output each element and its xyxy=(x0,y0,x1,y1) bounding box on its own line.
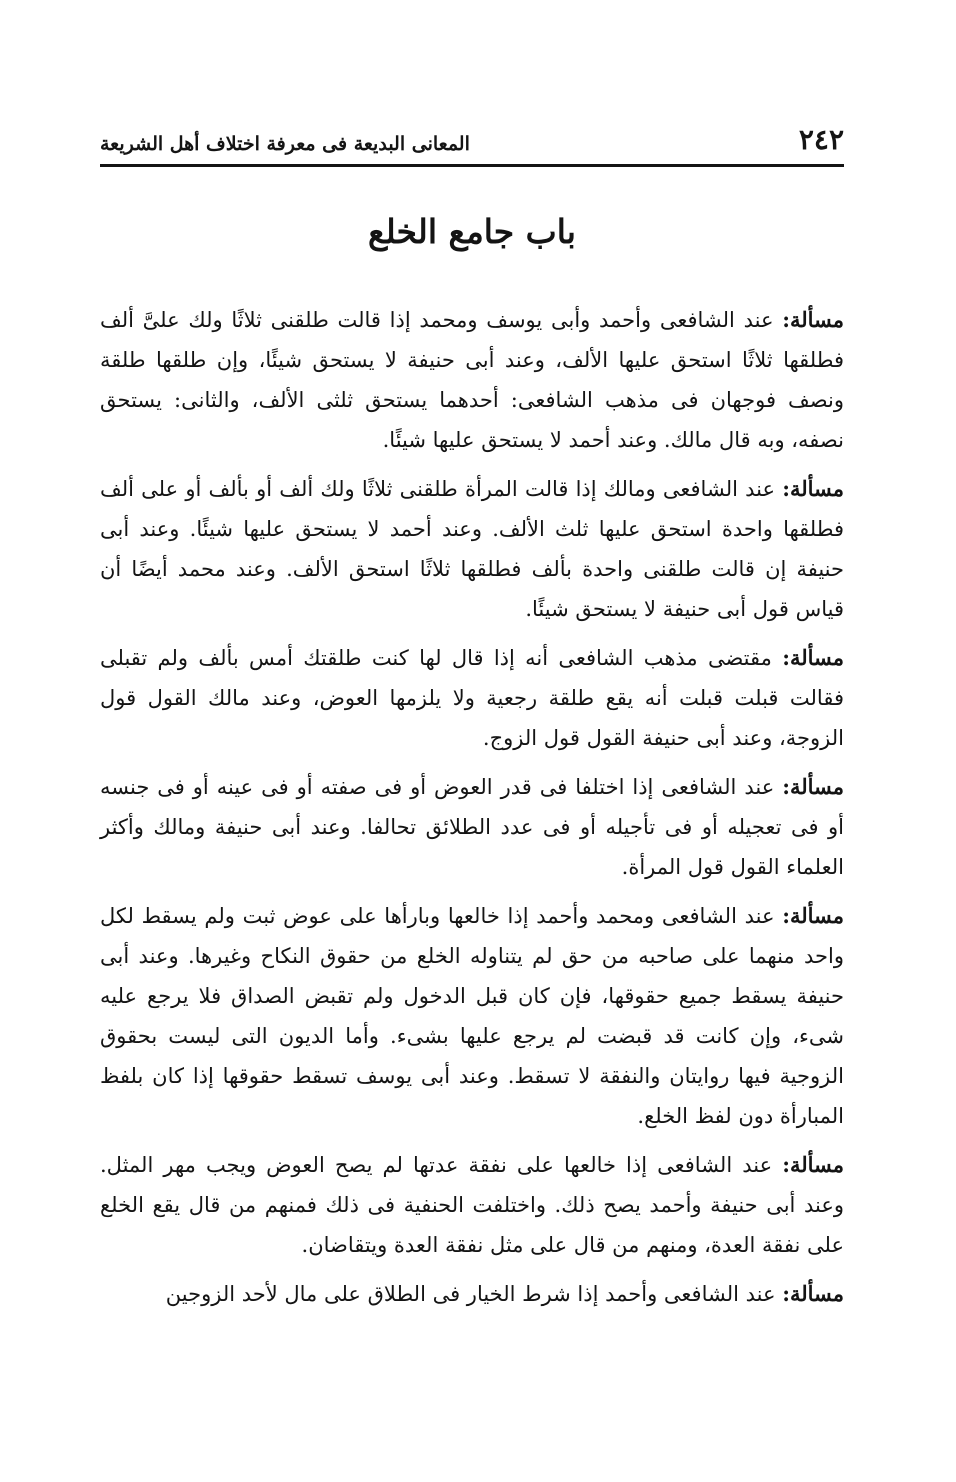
masala-text: عند الشافعى وأحمد وأبى يوسف ومحمد إذا قالت طلقنى ثلاثًا ولك علىَّ ألف فطلقها ثلاثًا استحق عليها الألف، وعند أبى حنيفة لا يستحق شيئًا، وإن طلقها طلقة ونصف فوجهان فى مذهب الشافعى: أحدهما يستحق ثلثى الألف، والثانى: يستحق نصفه، وبه قال مالك. وعند أحمد لا يستحق عليها شيئًا. xyxy=(100,308,844,452)
masala-paragraph xyxy=(100,1274,844,1314)
masala-text: مقتضى مذهب الشافعى أنه إذا قال لها كنت طلقتك أمس بألف ولم تقبلى فقالت قبلت قبلت أنه يقع طلقة رجعية ولا يلزمها العوض، وعند مالك القول قول الزوجة، وعند أبى حنيفة القول قول الزوج. xyxy=(100,646,844,750)
masala-label: مسألة: xyxy=(782,476,844,501)
masala-text: عند الشافعى ومالك إذا قالت المرأة طلقنى ثلاثًا ولك ألف أو بألف أو على ألف فطلقها واحدة استحق عليها ثلث الألف. وعند أحمد لا يستحق عليها شيئًا. وعند أبى حنيفة إن قالت طلقنى واحدة بألف فطلقها ثلاثًا استحق الألف. وعند محمد أيضًا أن قياس قول أبى حنيفة لا يستحق شيئًا. xyxy=(100,477,844,621)
masala-label: مسألة: xyxy=(782,307,844,332)
masala-label: مسألة: xyxy=(782,903,844,928)
book-title: المعانى البديعة فى معرفة اختلاف أهل الشريعة xyxy=(100,133,470,155)
masala-paragraph xyxy=(100,469,844,629)
masala-paragraph xyxy=(100,896,844,1136)
page-number: ٢٤٢ xyxy=(798,123,844,156)
masala-paragraph xyxy=(100,638,844,758)
chapter-title: باب جامع الخلع xyxy=(368,212,576,251)
masala-text: عند الشافعى ومحمد وأحمد إذا خالعها وبارأها على عوض ثبت ولم يسقط لكل واحد منهما على صاحبه من حق لم يتناوله الخلع من حقوق النكاح وغيرها. وعند أبى حنيفة يسقط جميع حقوقها، فإن كان قبل الدخول ولم تقبض الصداق فلا يرجع عليه شىء، وإن كانت قد قبضت لم يرجع عليها بشىء. وأما الديون التى ليست بحقوق الزوجية فيها روايتان والنفقة لا تسقط. وعند أبى يوسف تسقط حقوقها إذا كان بلفظ المبارأة دون لفظ الخلع. xyxy=(100,904,844,1128)
masala-paragraph xyxy=(100,1145,844,1265)
masala-text: عند الشافعى وأحمد إذا شرط الخيار فى الطلاق على مال لأحد الزوجين xyxy=(165,1282,783,1306)
masala-label: مسألة: xyxy=(782,1281,844,1306)
book-page xyxy=(100,0,844,1482)
running-header xyxy=(100,118,844,154)
body-text xyxy=(100,300,844,1323)
masala-text: عند الشافعى إذا اختلفا فى قدر العوض أو فى صفته أو فى عينه أو فى جنسه أو فى تعجيله أو فى تأجيله أو فى عدد الطلائق تحالفا. وعند أبى حنيفة ومالك وأكثر العلماء القول قول المرأة. xyxy=(100,775,844,879)
masala-label: مسألة: xyxy=(782,1152,844,1177)
masala-text: عند الشافعى إذا خالعها على نفقة عدتها لم يصح العوض ويجب مهر المثل. وعند أبى حنيفة وأحمد يصح ذلك. واختلفت الحنفية فى ذلك فمنهم من قال يقع الخلع على نفقة العدة، ومنهم من قال على مثل نفقة العدة ويتقاضان. xyxy=(100,1153,844,1257)
masala-paragraph xyxy=(100,300,844,460)
masala-paragraph xyxy=(100,767,844,887)
masala-label: مسألة: xyxy=(782,645,844,670)
masala-label: مسألة: xyxy=(782,774,844,799)
header-rule xyxy=(100,164,844,167)
